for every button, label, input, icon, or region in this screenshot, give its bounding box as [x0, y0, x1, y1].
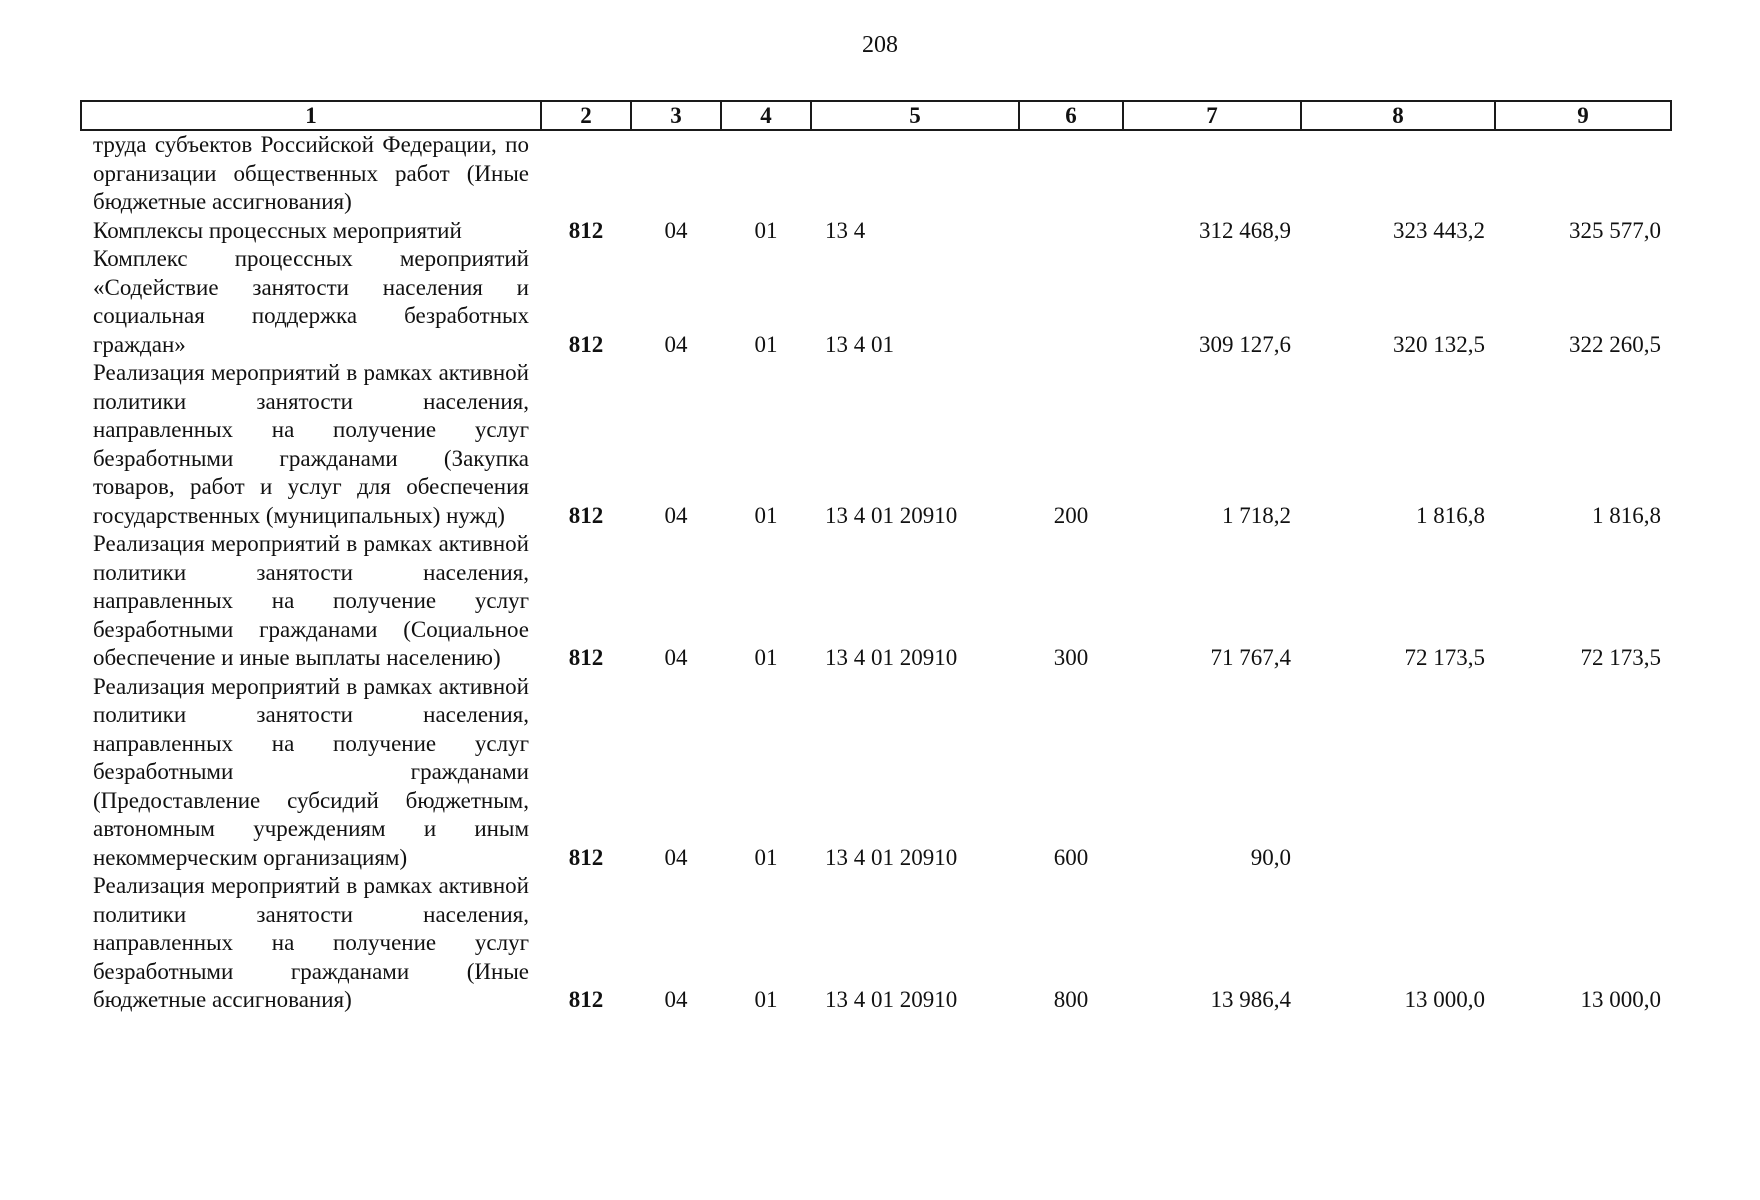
- row-description: Реализация мероприятий в рамках активной политики занятости населения, направленных на получение услуг безработными гражданами (Социальное обеспечение и иные выплаты населению): [93, 531, 529, 670]
- cell-col-6: 300: [1053, 645, 1089, 670]
- cell-col-5: 13 4 01 20910: [825, 502, 958, 528]
- table-row: [81, 359, 1671, 530]
- table-row: [81, 673, 1671, 873]
- cell-col-9: 13 000,0: [1580, 987, 1661, 1012]
- cell-col-8: 72 173,5: [1404, 645, 1485, 670]
- table-row: [81, 130, 1671, 217]
- cell-col-9: 1 816,8: [1592, 502, 1661, 528]
- cell-col-2: 812: [568, 645, 604, 670]
- cell-col-4: 01: [754, 502, 778, 528]
- table-row: [81, 872, 1671, 1015]
- column-header-1: 1: [81, 101, 541, 130]
- page-number: 208: [862, 32, 898, 58]
- cell-col-5: 13 4 01 20910: [825, 645, 958, 670]
- cell-col-7: 1 718,2: [1222, 502, 1291, 528]
- cell-col-3: 04: [664, 217, 688, 243]
- cell-col-9: 322 260,5: [1569, 331, 1661, 357]
- column-header-7: 7: [1123, 101, 1301, 130]
- cell-col-6: 200: [1053, 502, 1089, 528]
- cell-col-4: 01: [754, 987, 778, 1012]
- cell-col-5: 13 4 01 20910: [825, 844, 958, 870]
- cell-col-4: 01: [754, 645, 778, 670]
- cell-col-4: 01: [754, 217, 778, 243]
- row-description: Реализация мероприятий в рамках активной политики занятости населения, направленных на получение услуг безработными гражданами (Закупка товаров, работ и услуг для обеспечения государственных (муниципальных) нужд): [93, 360, 529, 528]
- cell-col-9: [1495, 673, 1671, 873]
- cell-col-8: 320 132,5: [1393, 331, 1485, 357]
- cell-col-7: 13 986,4: [1210, 987, 1291, 1012]
- cell-col-7: 309 127,6: [1199, 331, 1291, 357]
- cell-col-2: 812: [568, 217, 604, 243]
- table-row: [81, 217, 1671, 246]
- cell-col-8: [1301, 673, 1495, 873]
- table-row: [81, 245, 1671, 359]
- cell-col-2: 812: [568, 502, 604, 528]
- cell-col-4: [721, 130, 811, 217]
- cell-col-3: 04: [664, 987, 688, 1012]
- cell-col-5: 13 4: [825, 217, 866, 243]
- cell-col-5: [811, 130, 1019, 217]
- cell-col-8: 323 443,2: [1393, 217, 1485, 243]
- cell-col-6: 600: [1053, 844, 1089, 870]
- table-row: [81, 530, 1671, 673]
- budget-table-container: [80, 100, 1670, 1015]
- row-description: Комплекс процессных мероприятий «Содействие занятости населения и социальная поддержка безработных граждан»: [93, 246, 529, 357]
- cell-col-2: [541, 130, 631, 217]
- cell-col-8: 13 000,0: [1404, 987, 1485, 1012]
- row-description: труда субъектов Российской Федерации, по организации общественных работ (Иные бюджетные ассигнования): [93, 132, 529, 214]
- cell-col-6: [1019, 245, 1123, 359]
- cell-col-4: 01: [754, 331, 778, 357]
- cell-col-3: 04: [664, 331, 688, 357]
- cell-col-7: 90,0: [1250, 844, 1291, 870]
- cell-col-9: 325 577,0: [1569, 217, 1661, 243]
- cell-col-7: 312 468,9: [1199, 217, 1291, 243]
- cell-col-4: 01: [754, 844, 778, 870]
- header-row: [81, 101, 1671, 130]
- column-header-4: 4: [721, 101, 811, 130]
- column-header-2: 2: [541, 101, 631, 130]
- cell-col-7: [1123, 130, 1301, 217]
- cell-col-5: 13 4 01: [825, 331, 894, 357]
- cell-col-7: 71 767,4: [1210, 645, 1291, 670]
- column-header-3: 3: [631, 101, 721, 130]
- row-description: Реализация мероприятий в рамках активной политики занятости населения, направленных на получение услуг безработными гражданами (Иные бюджетные ассигнования): [93, 873, 529, 1012]
- cell-col-3: 04: [664, 502, 688, 528]
- column-header-5: 5: [811, 101, 1019, 130]
- cell-col-2: 812: [568, 331, 604, 357]
- row-description: Реализация мероприятий в рамках активной политики занятости населения, направленных на получение услуг безработными гражданами (Предоставление субсидий бюджетным, автономным учреждениям и иным некоммерческим организациям): [93, 673, 529, 870]
- cell-col-5: 13 4 01 20910: [825, 987, 958, 1012]
- cell-col-3: [631, 130, 721, 217]
- cell-col-8: 1 816,8: [1416, 502, 1485, 528]
- column-header-6: 6: [1019, 101, 1123, 130]
- column-header-8: 8: [1301, 101, 1495, 130]
- column-header-9: 9: [1495, 101, 1671, 130]
- cell-col-8: [1301, 130, 1495, 217]
- row-description: Комплексы процессных мероприятий: [93, 217, 462, 243]
- cell-col-9: [1495, 130, 1671, 217]
- cell-col-2: 812: [568, 844, 604, 870]
- cell-col-2: 812: [568, 987, 604, 1012]
- cell-col-9: 72 173,5: [1580, 645, 1661, 670]
- cell-col-3: 04: [664, 844, 688, 870]
- budget-table: [80, 100, 1672, 1015]
- cell-col-3: 04: [664, 645, 688, 670]
- cell-col-6: [1019, 130, 1123, 217]
- cell-col-6: 800: [1053, 987, 1089, 1012]
- cell-col-6: [1019, 217, 1123, 246]
